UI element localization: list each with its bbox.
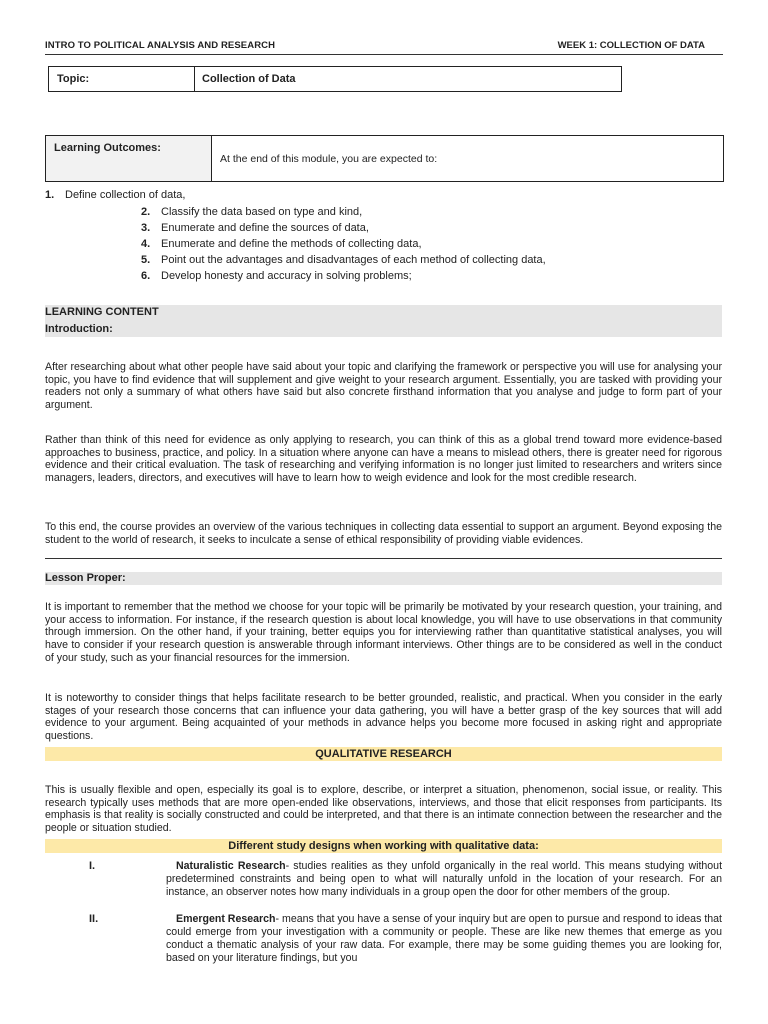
qualitative-paragraph: This is usually flexible and open, especially its goal is to explore, describe, or interpret a situation, phenomenon, social issue, or reality. This research typically uses methods that are more open-ended like observations, interviews, and those that elicit responses from participants. Its emphasis is that reality is socially constructed and could be interpreted, and that there is an intimate connection between the researcher and the people or situation studied. (45, 784, 722, 835)
design-item (166, 913, 722, 965)
topic-value: Collection of Data (202, 73, 296, 85)
outcome-text: Define collection of data, (65, 189, 186, 201)
learning-content-heading: LEARNING CONTENT (45, 306, 159, 318)
page-header (45, 40, 723, 55)
study-designs-heading: Different study designs when working with qualitative data: (45, 839, 722, 853)
introduction-heading: Introduction: (45, 323, 113, 335)
lesson-proper-band (45, 572, 722, 585)
outcome-item (141, 220, 369, 236)
section-divider (45, 558, 722, 559)
lesson-paragraph: It is noteworthy to consider things that helps facilitate research to be better grounded, realistic, and practical. When you consider in the early stages of your research those concerns that can influence your data gathering, you will have a better grasp of the key sources that will add evidence to your argument. Being acquainted of your methods in advance helps you become more focused in asking right and appropriate questions. (45, 692, 722, 743)
outcome-text: Point out the advantages and disadvantages of each method of collecting data, (161, 254, 546, 266)
outcome-item (141, 268, 412, 284)
topic-table (48, 66, 622, 92)
design-title: Emergent Research (176, 913, 276, 925)
outcome-number: 5. (141, 254, 151, 266)
design-number: I. (89, 860, 96, 872)
intro-paragraph: To this end, the course provides an overview of the various techniques in collecting data essential to support an argument. Beyond exposing the student to the world of research, it seeks to inculcate a sense of ethical responsibility of providing viable evidences. (45, 521, 722, 546)
design-text: - studies realities as they unfold organically in the real world. This means studying without predetermined constraints and being open to what will naturally unfold in the location of your research. For an instance, an observer notes how many individuals in a group open the door for other members of the group. (166, 860, 723, 898)
intro-paragraph: After researching about what other people have said about your topic and clarifying the framework or perspective you will use for analysing your topic, you have to find evidence that will supplement and give weight to your research argument. Essentially, you are tasked with providing your readers not only a summary of what others have said but also concrete firsthand information that you analyse and judge to form part of your argument. (45, 361, 722, 412)
outcome-text: Develop honesty and accuracy in solving problems; (161, 270, 412, 282)
outcome-number: 4. (141, 238, 151, 250)
learning-outcomes-table (45, 135, 724, 182)
design-number: II. (89, 913, 99, 925)
outcome-number: 1. (45, 189, 55, 201)
learning-content-band (45, 305, 722, 337)
topic-label: Topic: (49, 67, 195, 91)
outcome-number: 2. (141, 206, 151, 218)
outcome-text: Enumerate and define the methods of collecting data, (161, 238, 422, 250)
outcome-item (141, 236, 422, 252)
outcome-text: Classify the data based on type and kind, (161, 206, 363, 218)
learning-outcomes-intro: At the end of this module, you are expected to: (220, 153, 438, 165)
lesson-proper-heading: Lesson Proper: (45, 572, 126, 584)
outcome-item (141, 252, 546, 268)
week-title: WEEK 1: COLLECTION OF DATA (557, 40, 705, 51)
outcome-number: 6. (141, 270, 151, 282)
outcome-text: Enumerate and define the sources of data, (161, 222, 369, 234)
learning-outcomes-label: Learning Outcomes: (46, 136, 212, 181)
design-item (166, 860, 722, 899)
outcome-item (45, 187, 185, 203)
course-title: INTRO TO POLITICAL ANALYSIS AND RESEARCH (45, 40, 276, 51)
design-text: - means that you have a sense of your inquiry but are open to pursue and respond to ideas that could emerge from your investigation with a community or people. These are like new themes that emerge as you conduct a thematic analysis of your raw data. For example, there may be some guiding themes you are looking for, based on your literature findings, but you (166, 913, 722, 964)
outcome-item (141, 204, 362, 220)
intro-paragraph: Rather than think of this need for evidence as only applying to research, you can think of this as a global trend toward more evidence-based approaches to business, practice, and policy. In a situation where anyone can have a means to mislead others, there is greater need for rigorous evidence and their critical evaluation. The task of researching and verifying information is no longer just limited to researchers and writers since managers, leaders, directors, and executives will have to learn how to weigh evidence and look for the most credible research. (45, 434, 722, 485)
outcome-number: 3. (141, 222, 151, 234)
qualitative-research-heading: QUALITATIVE RESEARCH (45, 747, 722, 761)
lesson-paragraph: It is important to remember that the method we choose for your topic will be primarily be motivated by your research question, your training, and your access to information. For instance, if the research question is about local knowledge, you will have to use observations in that community through immersion. On the other hand, if your training, better equips you for interviewing rather than quantitative statistical analyses, you will have to consider if your research question is answerable through informant interviews. Other things are to be considered as well in the conduct of your study, such as your financial resources for the immersion. (45, 601, 722, 664)
design-title: Naturalistic Research (176, 860, 286, 872)
